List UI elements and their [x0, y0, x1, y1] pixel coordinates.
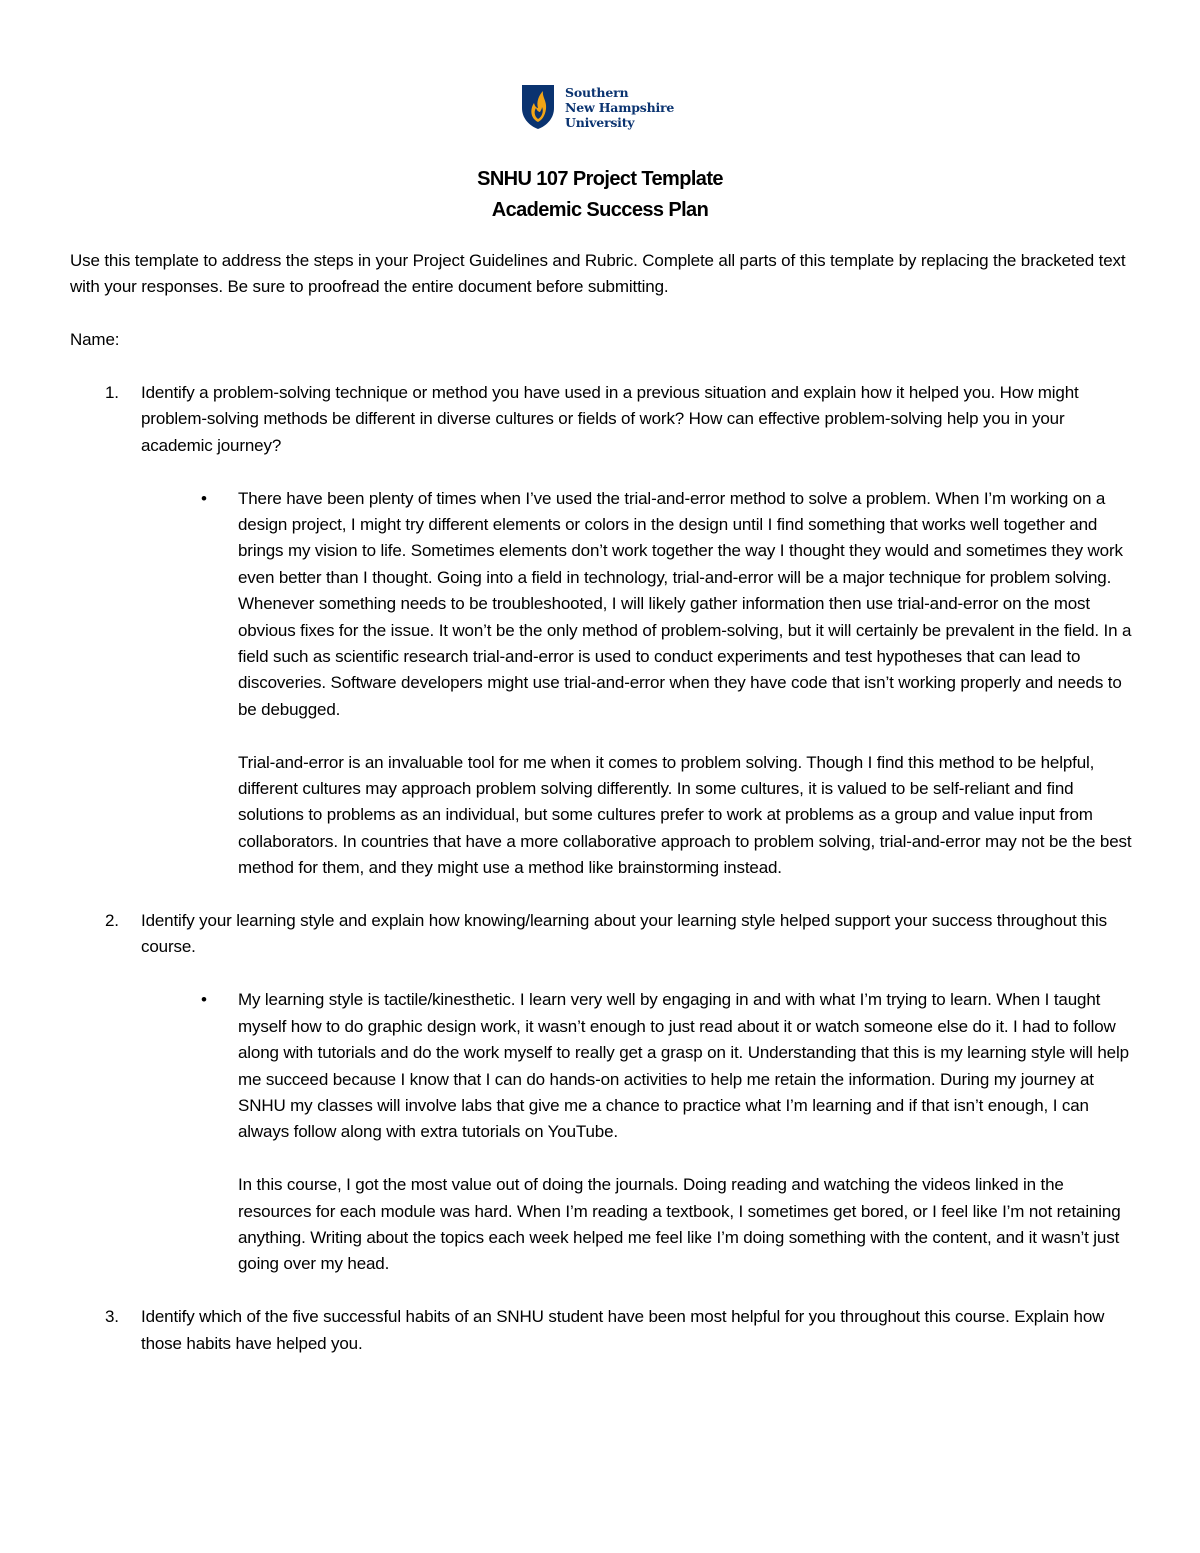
- question-text: Identify a problem-solving technique or method you have used in a previous situation and explain how it helped you. How might problem-solving methods be different in diverse cultures or fields of work? How can effective problem-solving help you in your academic journey?: [141, 383, 1079, 455]
- title-block: [0, 164, 1200, 226]
- answer-block-2: [201, 987, 1135, 1277]
- question-text: Identify which of the five successful habits of an SNHU student have been most helpful for you throughout this course. Explain how those habits have helped you.: [141, 1307, 1105, 1353]
- logo-line-3: University: [565, 114, 635, 130]
- document-title: SNHU 107 Project Template: [477, 168, 723, 190]
- bullet-icon: •: [201, 990, 207, 1010]
- document-subtitle: Academic Success Plan: [491, 199, 709, 221]
- logo-wordmark: [565, 85, 674, 130]
- question-item-2: [70, 908, 1135, 961]
- answer-paragraph: Trial-and-error is an invaluable tool for me when it comes to problem solving. Though I find this method to be helpful, different cultures may approach problem solving differently. In some cultures, it is valued to be self-reliant and find solutions to problems as an individual, but some cultures prefer to work at problems as a group and value input from collaborators. In countries that have a more collaborative approach to problem solving, trial-and-error may not be the best method for them, and they might use a method like brainstorming instead.: [238, 752, 1132, 878]
- answer-paragraph: My learning style is tactile/kinesthetic. I learn very well by engaging in and with what I’m trying to learn. When I taught myself how to do graphic design work, it wasn’t enough to just read about it or watch someone else do it. I had to follow along with tutorials and do the work myself to really get a grasp on it. Understanding that this is my learning style will help me succeed because I know that I can do hands-on activities to help me retain the information. During my journey at SNHU my classes will involve labs that give me a chance to practice what I’m learning and if that isn’t enough, I can always follow along with extra tutorials on YouTube.: [238, 990, 1129, 1142]
- intro-paragraph: Use this template to address the steps in your Project Guidelines and Rubric. Complete all parts of this template by replacing the bracketed text with your responses. Be sure to proofread the entire document before submitting.: [70, 251, 1126, 297]
- logo-line-2: New Hampshire: [565, 99, 675, 115]
- question-item-3: [70, 1304, 1135, 1357]
- shield-flame-icon: [521, 84, 555, 130]
- question-text: Identify your learning style and explain how knowing/learning about your learning style helped support your success throughout this course.: [141, 911, 1108, 957]
- question-number: 3.: [105, 1307, 119, 1327]
- question-item-1: [70, 380, 1135, 459]
- question-number: 2.: [105, 911, 119, 931]
- document-body: [70, 248, 1135, 1357]
- answer-block-1: [201, 486, 1135, 882]
- name-label: Name:: [70, 330, 120, 350]
- question-number: 1.: [105, 383, 119, 402]
- university-logo: [521, 84, 674, 130]
- bullet-icon: •: [201, 488, 207, 508]
- answer-paragraph: There have been plenty of times when I’ve used the trial-and-error method to solve a problem. When I’m working on a design project, I might try different elements or colors in the design until I find something that works well together and brings my vision to life. Sometimes elements don’t work together the way I thought they would and sometimes they work even better than I thought. Going into a field in technology, trial-and-error will be a major technique for problem solving. Whenever something needs to be troubleshooted, I will likely gather information then use trial-and-error on the most obvious fixes for the issue. It won’t be the only method of problem-solving, but it will certainly be prevalent in the field. In a field such as scientific research trial-and-error is used to conduct experiments and test hypotheses that can lead to discoveries. Software developers might use trial-and-error when they have code that isn’t working properly and needs to be debugged.: [238, 488, 1132, 719]
- logo-line-1: Southern: [565, 84, 629, 100]
- answer-paragraph: In this course, I got the most value out of doing the journals. Doing reading and watching the videos linked in the resources for each module was hard. When I’m reading a textbook, I sometimes get bored, or I feel like I’m not retaining anything. Writing about the topics each week helped me feel like I’m doing something with the content, and it wasn’t just going over my head.: [238, 1175, 1121, 1274]
